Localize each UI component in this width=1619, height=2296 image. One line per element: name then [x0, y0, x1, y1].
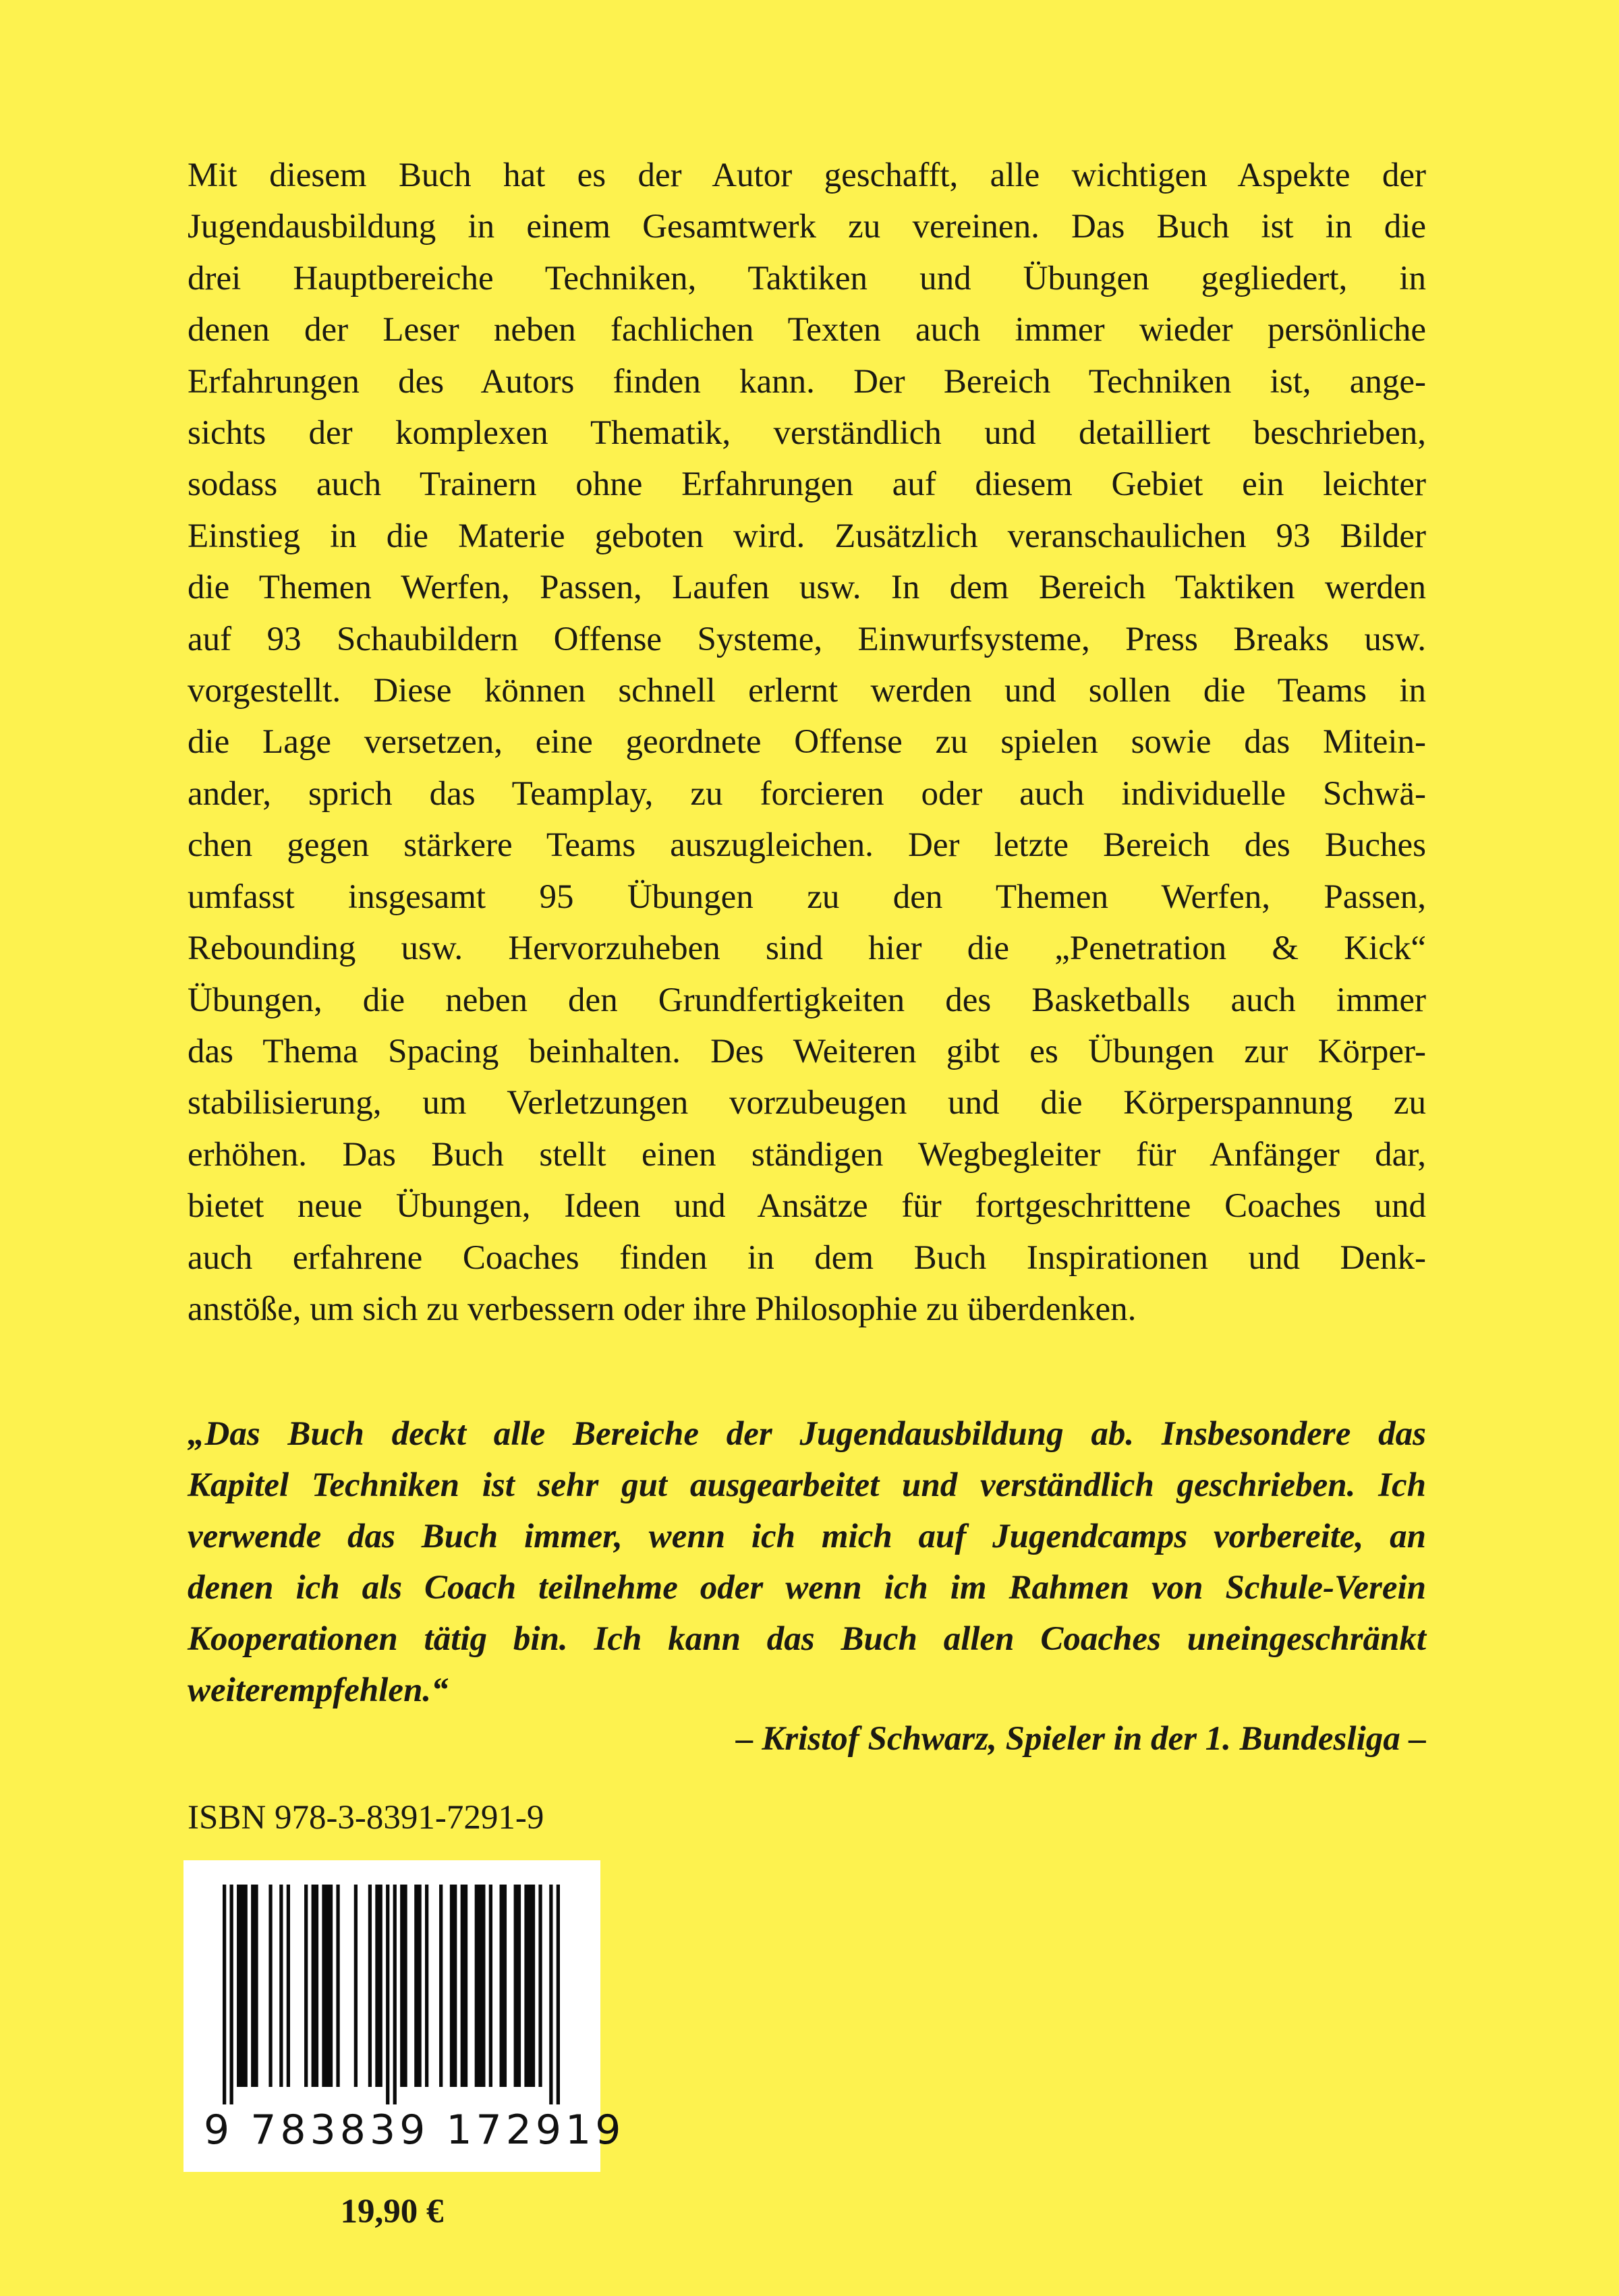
barcode-bar [268, 1885, 272, 2087]
barcode-bar [393, 1885, 397, 2104]
blurb-line: auch erfahrene Coaches finden in dem Buch Inspirationen und Denk- [188, 1238, 1426, 1277]
blurb-line: Erfahrungen des Autors finden kann. Der Bereich Techniken ist, ange- [188, 362, 1426, 401]
blurb-line: die Themen Werfen, Passen, Laufen usw. In dem Bereich Taktiken werden [188, 569, 1426, 607]
blurb-line: drei Hauptbereiche Techniken, Taktiken und Übungen gegliedert, in [188, 259, 1426, 297]
blurb-line: denen der Leser neben fachlichen Texten auch immer wieder persönliche [188, 311, 1426, 349]
barcode-bar [461, 1885, 468, 2087]
barcode-bar [237, 1885, 248, 2087]
quote-line: Kapitel Techniken ist sehr gut ausgearbeitet und verständlich geschrieben. Ich [188, 1466, 1426, 1504]
barcode-bar [287, 1885, 290, 2087]
barcode-bar [425, 1885, 428, 2087]
barcode-bar [500, 1885, 507, 2087]
barcode-bar [475, 1885, 486, 2087]
barcode-bar [400, 1885, 407, 2087]
barcode-bar [514, 1885, 521, 2087]
blurb-line: Jugendausbildung in einem Gesamtwerk zu vereinen. Das Buch ist in die [188, 208, 1426, 246]
barcode-bar [524, 1885, 535, 2087]
isbn-label: ISBN 978-3-8391-7291-9 [188, 1799, 544, 1837]
blurb-line: sodass auch Trainern ohne Erfahrungen auf diesem Gebiet ein leichter [188, 465, 1426, 504]
barcode-bar [439, 1885, 443, 2087]
blurb-line: bietet neue Übungen, Ideen und Ansätze für fortgeschrittene Coaches und [188, 1187, 1426, 1226]
blurb-line: sichts der komplexen Thematik, verständlich und detailliert beschrieben, [188, 414, 1426, 453]
barcode-bar [312, 1885, 319, 2087]
quote-attribution: – Kristof Schwarz, Spieler in der 1. Bundesliga – [735, 1720, 1426, 1758]
blurb-line: das Thema Spacing beinhalten. Des Weiteren gibt es Übungen zur Körper- [188, 1032, 1426, 1070]
blurb-line: anstöße, um sich zu verbessern oder ihre Philosophie zu überdenken. [188, 1290, 1137, 1328]
blurb-line: auf 93 Schaubildern Offense Systeme, Einwurfsysteme, Press Breaks usw. [188, 620, 1426, 658]
blurb-paragraph [188, 150, 1426, 1335]
barcode-bar [368, 1885, 372, 2087]
blurb-line: ander, sprich das Teamplay, zu forcieren oder auch individuelle Schwä- [188, 774, 1426, 813]
blurb-line: erhöhen. Das Buch stellt einen ständigen Wegbegleiter für Anfänger dar, [188, 1135, 1426, 1174]
barcode-bar [304, 1885, 308, 2087]
barcode-bar [336, 1885, 339, 2087]
barcode-bar [354, 1885, 358, 2087]
barcode-bar [251, 1885, 258, 2087]
barcode-bar [549, 1885, 552, 2104]
quote-line: „Das Buch deckt alle Bereiche der Jugendausbildung ab. Insbesondere das [188, 1415, 1426, 1453]
barcode-bar [538, 1885, 542, 2087]
price-label: 19,90 € [340, 2193, 444, 2231]
quote-line: Kooperationen tätig bin. Ich kann das Buch allen Coaches uneingeschränkt [188, 1620, 1426, 1658]
quote-line: denen ich als Coach teilnehme oder wenn ich im Rahmen von Schule-Verein [188, 1569, 1426, 1607]
barcode-bar [489, 1885, 492, 2087]
blurb-line: Einstieg in die Materie geboten wird. Zusätzlich veranschaulichen 93 Bilder [188, 517, 1426, 555]
barcode-digits: 9 783839 172919 [204, 2106, 625, 2154]
blurb-line: Rebounding usw. Hervorzuheben sind hier die „Penetration & Kick“ [188, 929, 1426, 968]
barcode-bar [230, 1885, 233, 2104]
blurb-line: vorgestellt. Diese können schnell erlernt werden und sollen die Teams in [188, 672, 1426, 710]
testimonial-quote [188, 1408, 1426, 1716]
blurb-line: umfasst insgesamt 95 Übungen zu den Themen Werfen, Passen, [188, 878, 1426, 916]
barcode-panel [183, 1860, 625, 2172]
barcode-bar [450, 1885, 457, 2087]
blurb-line: Übungen, die neben den Grundfertigkeiten des Basketballs auch immer [188, 981, 1426, 1019]
barcode-bar [557, 1885, 560, 2104]
quote-line: weiterempfehlen.“ [188, 1671, 449, 1709]
blurb-line: die Lage versetzen, eine geordnete Offense zu spielen sowie das Mitein- [188, 723, 1426, 762]
quote-line: verwende das Buch immer, wenn ich mich auf Jugendcamps vorbereite, an [188, 1518, 1426, 1555]
barcode-bar [279, 1885, 283, 2087]
barcode-bar [223, 1885, 226, 2104]
barcode-bar [375, 1885, 382, 2087]
barcode-bar [322, 1885, 333, 2087]
barcode-bar [386, 1885, 389, 2104]
barcode-icon [223, 1885, 560, 2104]
barcode-bar [414, 1885, 422, 2087]
blurb-line: stabilisierung, um Verletzungen vorzubeugen und die Körperspannung zu [188, 1084, 1426, 1122]
blurb-line: chen gegen stärkere Teams auszugleichen. Der letzte Bereich des Buches [188, 826, 1426, 865]
blurb-line: Mit diesem Buch hat es der Autor geschafft, alle wichtigen Aspekte der [188, 156, 1426, 194]
